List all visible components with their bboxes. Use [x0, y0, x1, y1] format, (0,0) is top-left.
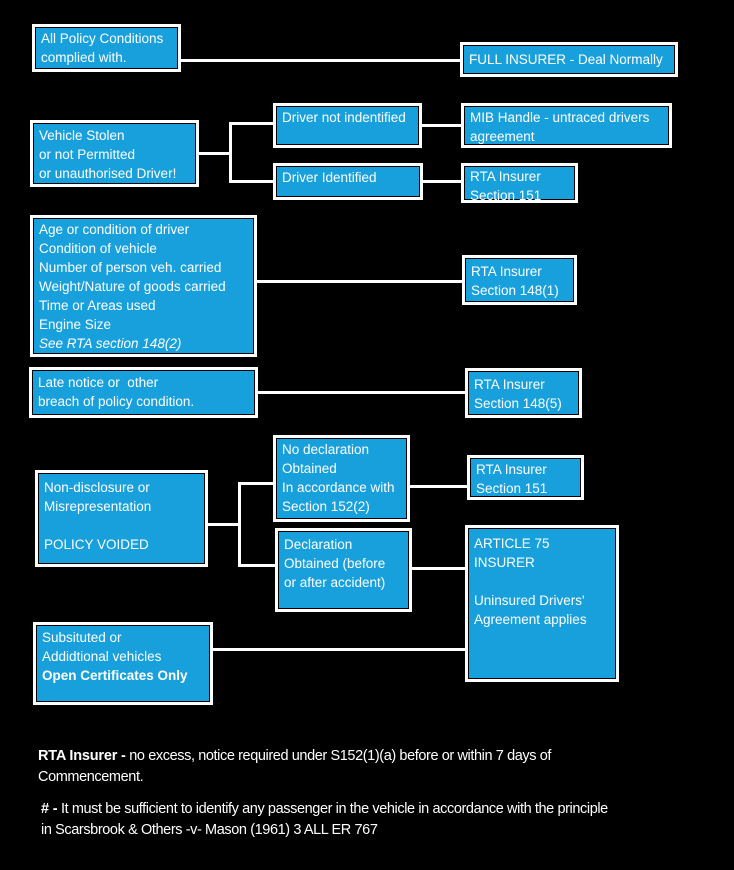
connector-late-notice-to-rta148-5: [257, 391, 465, 394]
box-text-line: Condition of vehicle: [39, 241, 157, 256]
driver-identified-box: [273, 163, 423, 200]
box-text-line: Engine Size: [39, 317, 112, 332]
no-declaration-box: [273, 435, 410, 522]
box-text-line: RTA Insurer: [470, 169, 541, 184]
box-text-line: See RTA section 148(2): [39, 336, 182, 351]
box-text-line: Open Certificates Only: [42, 668, 188, 683]
rta-insurer-151-top-box: [461, 163, 578, 203]
driver-not-identified-box: [273, 103, 422, 148]
box-text-line: ARTICLE 75: [474, 536, 550, 551]
box-text-line: Subsituted or: [42, 630, 122, 645]
rta-insurer-148-5-box: [465, 368, 582, 418]
box-text-line: Section 151: [470, 188, 542, 203]
connector-policy-to-full-insurer: [180, 59, 460, 62]
box-text-line: Misrepresentation: [44, 499, 152, 514]
full-insurer-box: [460, 42, 678, 77]
article-75-insurer-box: [465, 525, 619, 682]
connector-branch-to-driver-not-identified: [229, 122, 273, 125]
connector-age-to-rta148-1: [256, 280, 462, 283]
box-text-line: All Policy Conditions: [41, 31, 164, 46]
rta-insurer-151-mid-box: [467, 455, 584, 500]
box-text-line: Age or condition of driver: [39, 222, 190, 237]
box-text-line: or after accident): [284, 575, 386, 590]
note-rta-insurer: [38, 746, 551, 788]
box-text-line: Non-disclosure or: [44, 480, 150, 495]
box-text-line: Late notice or other: [38, 375, 159, 390]
late-notice-box: [29, 367, 258, 418]
box-blank-line: [474, 572, 610, 591]
box-text-line: FULL INSURER - Deal Normally: [469, 52, 663, 67]
box-blank-line: [44, 516, 199, 535]
box-text-line: Section 148(1): [471, 283, 559, 298]
box-text-line: POLICY VOIDED: [44, 537, 149, 552]
note-passenger-identification: [41, 799, 608, 841]
note-line: Commencement.: [38, 769, 144, 785]
box-text-line: Time or Areas used: [39, 298, 156, 313]
box-text-line: Number of person veh. carried: [39, 260, 222, 275]
box-text-line: or unauthorised Driver!: [39, 166, 177, 181]
box-text-line: Obtained (before: [284, 556, 386, 571]
box-text-line: MIB Handle - untraced drivers: [470, 110, 650, 125]
box-text-line: Driver not indentified: [282, 110, 406, 125]
connector-declaration-to-article75: [411, 567, 465, 570]
connector-branch-to-declaration: [238, 564, 275, 567]
box-text-line: Section 152(2): [282, 499, 370, 514]
vehicle-stolen-box: [30, 120, 199, 187]
age-conditions-box: [30, 215, 257, 357]
box-text-line: Addidtional vehicles: [42, 649, 162, 664]
box-text-line: RTA Insurer: [471, 264, 542, 279]
box-text-line: Obtained: [282, 461, 337, 476]
box-text-line: In accordance with: [282, 480, 395, 495]
rta-insurer-148-1-box: [462, 255, 577, 305]
note-bold-prefix: RTA Insurer -: [38, 748, 126, 764]
connector-driver-branch-vertical: [229, 122, 232, 183]
note-bold-prefix: # -: [41, 801, 58, 817]
connector-declaration-branch-vertical: [238, 482, 241, 567]
box-text-line: or not Permitted: [39, 147, 136, 162]
connector-substituted-to-article75: [212, 648, 465, 651]
note-line: in Scarsbrook & Others -v- Mason (1961) 3 ALL ER 767: [41, 822, 378, 838]
box-text-line: Declaration: [284, 537, 353, 552]
connector-driver-identified-to-rta151: [421, 180, 461, 183]
note-text: It must be sufficient to identify any passenger in the vehicle in accordance with the principle: [57, 801, 608, 817]
connector-no-declaration-to-rta151: [409, 485, 467, 488]
note-text: no excess, notice required under S152(1)(a) before or within 7 days of: [125, 748, 552, 764]
note-line: [38, 746, 551, 767]
declaration-obtained-box: [275, 528, 412, 612]
connector-driver-not-identified-to-mib: [421, 124, 461, 127]
connector-vehicle-stolen-stem: [198, 152, 232, 155]
box-text-line: breach of policy condition.: [38, 394, 195, 409]
box-text-line: INSURER: [474, 555, 535, 570]
box-text-line: Agreement applies: [474, 612, 587, 627]
substituted-vehicles-box: [33, 622, 213, 705]
box-text-line: RTA Insurer: [474, 377, 545, 392]
note-line: [41, 799, 608, 820]
box-text-line: No declaration: [282, 442, 370, 457]
box-text-line: Weight/Nature of goods carried: [39, 279, 226, 294]
box-text-line: Uninsured Drivers': [474, 593, 585, 608]
box-text-line: RTA Insurer: [476, 462, 547, 477]
box-text-line: complied with.: [41, 50, 127, 65]
box-text-line: Vehicle Stolen: [39, 128, 125, 143]
non-disclosure-box: [35, 470, 208, 567]
box-text-line: Driver Identified: [282, 170, 377, 185]
connector-branch-to-driver-identified: [229, 180, 273, 183]
box-text-line: Section 148(5): [474, 396, 562, 411]
box-text-line: agreement: [470, 129, 535, 144]
box-text-line: Section 151: [476, 481, 548, 496]
all-policy-conditions-box: [32, 24, 181, 72]
connector-non-disclosure-stem: [207, 523, 241, 526]
connector-branch-to-no-declaration: [238, 482, 273, 485]
mib-handle-box: [461, 103, 672, 148]
